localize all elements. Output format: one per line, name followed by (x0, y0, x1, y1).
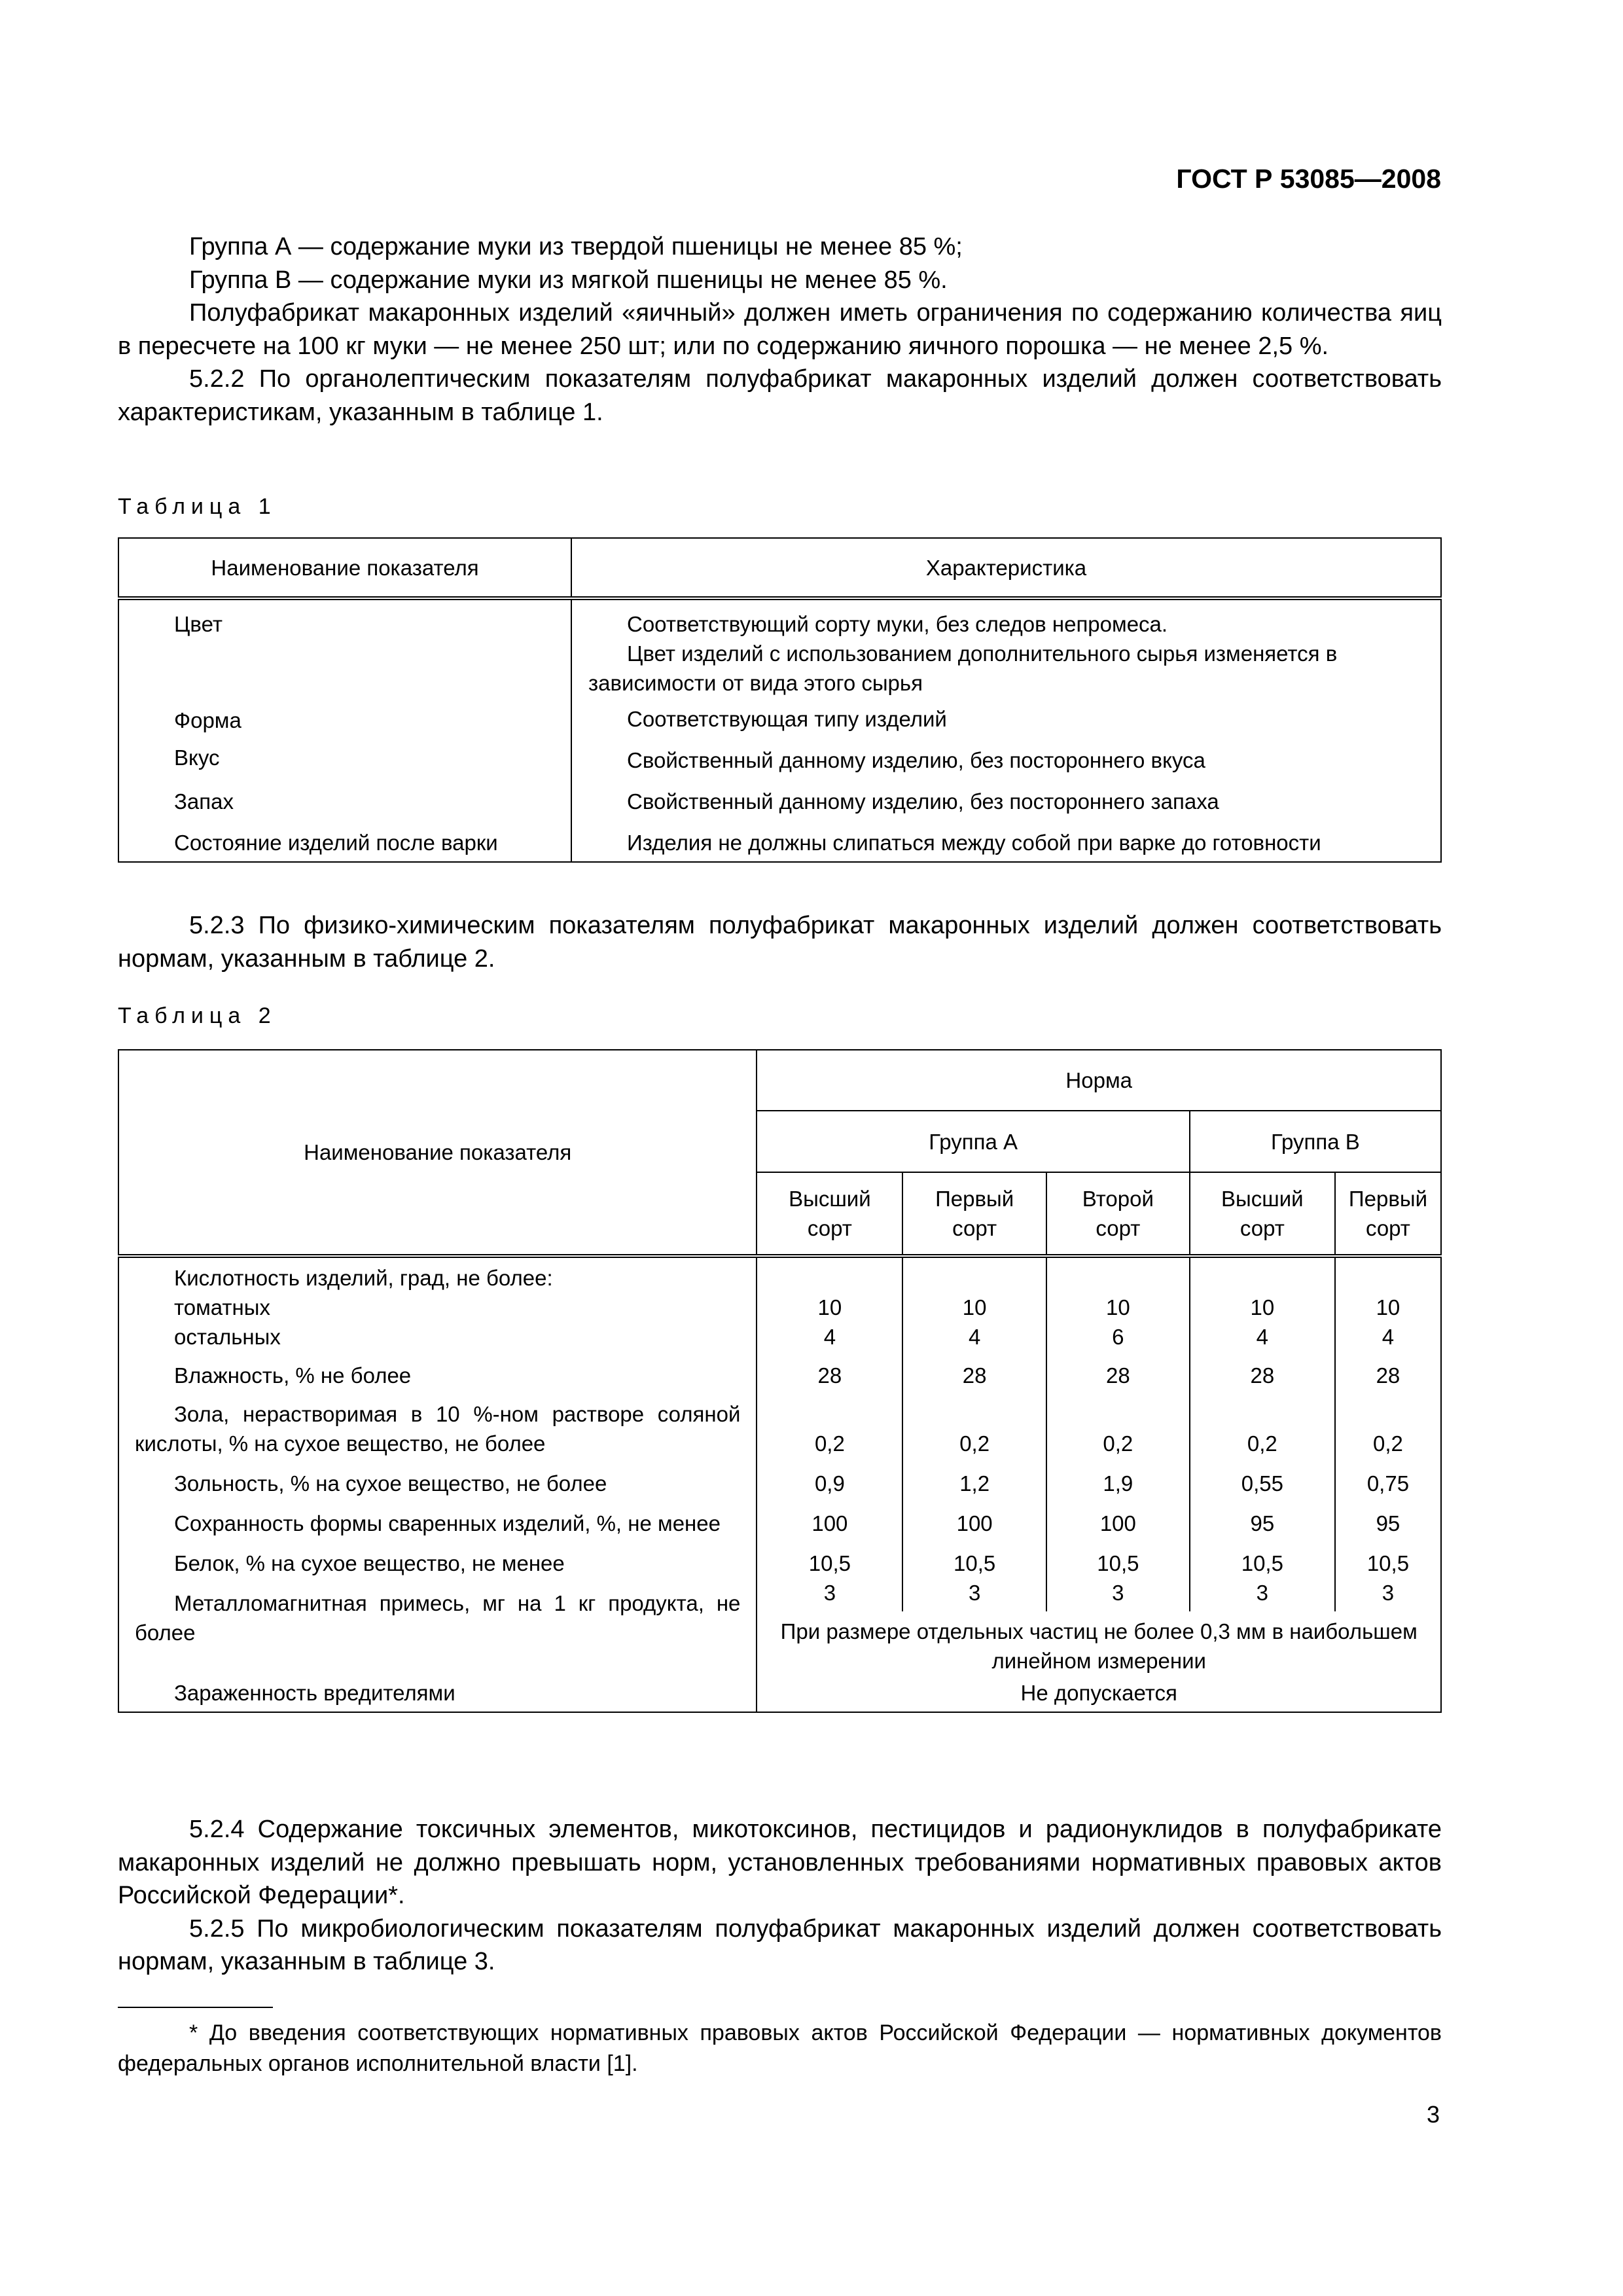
cell-value: 0,2 (757, 1390, 902, 1458)
cell-value: 0,2 (902, 1390, 1046, 1458)
paragraph: Группа В — содержание муки из мягкой пшеницы не менее 85 %. (189, 266, 948, 294)
cell-value: 0,2 (1046, 1390, 1190, 1458)
intro-text (118, 230, 1442, 429)
section-5-2-3 (118, 909, 1442, 975)
paragraph: 5.2.5 По микробиологическим показателям полуфабрикат макаронных изделий должен соответствовать нормам, указанным в таблице 3. (118, 1914, 1442, 1975)
table-row (118, 1498, 1441, 1538)
characteristic: Изделия не должны слипаться между собой при варке до готовности (627, 831, 1321, 855)
table-row (118, 735, 1441, 775)
cell-value: 10,5 (902, 1538, 1046, 1578)
closing-text (118, 1813, 1442, 1979)
sub-indicator: остальных (174, 1325, 281, 1349)
table-row (118, 816, 1441, 862)
indicator-name: Зола, нерастворимая в 10 %-ном растворе соляной кислоты, % на сухое вещество, не более (135, 1402, 741, 1456)
cell-value: 3 (902, 1578, 1046, 1611)
table2-caption: Таблица 2 (118, 1003, 277, 1028)
table-row (118, 1352, 1441, 1390)
cell-value: 3 (1335, 1578, 1441, 1611)
characteristic: Свойственный данному изделию, без постороннего запаха (627, 789, 1219, 814)
table-row (118, 1538, 1441, 1578)
page-number: 3 (1426, 2101, 1440, 2128)
column-header: Наименование показателя (118, 538, 571, 598)
group-b-header: Группа В (1190, 1111, 1441, 1172)
indicator-name: Состояние изделий после варки (118, 816, 571, 862)
grade-header: Первый сорт (902, 1172, 1046, 1256)
cell-value: 10 (1376, 1295, 1400, 1319)
cell-value: 28 (1190, 1352, 1335, 1390)
table-row (118, 1458, 1441, 1498)
cell-value: 0,55 (1190, 1458, 1335, 1498)
cell-value: 0,75 (1335, 1458, 1441, 1498)
cell-value: 0,2 (1335, 1390, 1441, 1458)
cell-value: 4 (823, 1325, 836, 1349)
footnote-text: * До введения соответствующих нормативных правовых актов Российской Федерации — нормативных документов федеральных органов исполнительной власти [1]. (118, 2020, 1442, 2076)
cell-value: 100 (1046, 1498, 1190, 1538)
table-row (118, 698, 1441, 735)
grade-header: Второй сорт (1046, 1172, 1190, 1256)
cell-value: 4 (1256, 1325, 1269, 1349)
cell-value: 1,9 (1046, 1458, 1190, 1498)
cell-value: 10 (962, 1295, 987, 1319)
paragraph: Группа А — содержание муки из твердой пшеницы не менее 85 %; (189, 233, 963, 260)
indicator-name: Зольность, % на сухое вещество, не более (174, 1471, 607, 1496)
cell-value: 28 (1046, 1352, 1190, 1390)
cell-value: 100 (757, 1498, 902, 1538)
cell-value: 28 (902, 1352, 1046, 1390)
cell-value: 95 (1190, 1498, 1335, 1538)
table-row (118, 1390, 1441, 1458)
characteristic: Свойственный данному изделию, без постороннего вкуса (627, 748, 1205, 772)
grade-header: Первый сорт (1335, 1172, 1441, 1256)
footnote (118, 2018, 1442, 2079)
cell-value: 3 (757, 1578, 902, 1611)
characteristic: Соответствующая типу изделий (627, 707, 947, 731)
cell-value: 4 (1382, 1325, 1395, 1349)
cell-value: 6 (1112, 1325, 1124, 1349)
column-header: Наименование показателя (118, 1050, 757, 1256)
indicator-name: Вкус (118, 735, 571, 775)
column-header: Характеристика (571, 538, 1441, 598)
cell-value: 10,5 (1046, 1538, 1190, 1578)
cell-value: 10,5 (1335, 1538, 1441, 1578)
indicator-name: Форма (118, 698, 571, 735)
characteristic: Цвет изделий с использованием дополнительного сырья изменяется в зависимости от вида этого сырья (588, 641, 1338, 695)
indicator-name: Зараженность вредителями (174, 1681, 455, 1705)
cell-value: Не допускается (757, 1676, 1441, 1712)
indicator-name: Влажность, % не более (174, 1363, 412, 1388)
table-row (118, 1578, 1441, 1611)
cell-value: 10,5 (757, 1538, 902, 1578)
indicator-name: Металломагнитная примесь, мг на 1 кг продукта, не более (135, 1591, 741, 1645)
sub-indicator: томатных (174, 1295, 270, 1319)
cell-value: 28 (757, 1352, 902, 1390)
grade-header: Высший сорт (1190, 1172, 1335, 1256)
norm-header: Норма (757, 1050, 1441, 1111)
cell-value: 10,5 (1190, 1538, 1335, 1578)
table-row (118, 1676, 1441, 1712)
table2 (118, 1049, 1442, 1713)
characteristic: Соответствующий сорту муки, без следов непромеса. (627, 612, 1168, 636)
indicator-name: Запах (118, 775, 571, 816)
cell-value: 1,2 (902, 1458, 1046, 1498)
footnote-divider (118, 2007, 273, 2008)
paragraph: 5.2.3 По физико-химическим показателям полуфабрикат макаронных изделий должен соответствовать нормам, указанным в таблице 2. (118, 912, 1442, 973)
table-row (118, 1256, 1441, 1352)
cell-value: 10 (817, 1295, 842, 1319)
table1 (118, 537, 1442, 863)
cell-value: 28 (1335, 1352, 1441, 1390)
indicator-name: Кислотность изделий, град, не более: (174, 1266, 553, 1290)
cell-value: 0,9 (757, 1458, 902, 1498)
paragraph: 5.2.4 Содержание токсичных элементов, микотоксинов, пестицидов и радионуклидов в полуфабрикате макаронных изделий не должно превышать норм, установленных требованиями нормативных правовых актов Российской Федерации*. (118, 1816, 1442, 1909)
indicator-name: Цвет (118, 598, 571, 698)
particle-size-note: При размере отдельных частиц не более 0,3 мм в наибольшем линейном измерении (757, 1611, 1441, 1676)
table1-caption: Таблица 1 (118, 494, 277, 519)
cell-value: 100 (902, 1498, 1046, 1538)
document-id: ГОСТ Р 53085—2008 (1176, 164, 1441, 194)
paragraph: Полуфабрикат макаронных изделий «яичный» должен иметь ограничения по содержанию количества яиц в пересчете на 100 кг муки — не менее 250 шт; или по содержанию яичного порошка — не менее 2,5 %. (118, 299, 1442, 360)
cell-value: 3 (1046, 1578, 1190, 1611)
grade-header: Высший сорт (757, 1172, 902, 1256)
cell-value: 0,2 (1190, 1390, 1335, 1458)
group-a-header: Группа А (757, 1111, 1189, 1172)
paragraph: 5.2.2 По органолептическим показателям полуфабрикат макаронных изделий должен соответствовать характеристикам, указанным в таблице 1. (118, 365, 1442, 426)
cell-value: 4 (968, 1325, 981, 1349)
cell-value: 3 (1190, 1578, 1335, 1611)
table-row (118, 775, 1441, 816)
cell-value: 10 (1250, 1295, 1275, 1319)
cell-value: 95 (1335, 1498, 1441, 1538)
cell-value: 10 (1105, 1295, 1130, 1319)
indicator-name: Сохранность формы сваренных изделий, %, не менее (174, 1511, 721, 1535)
table-header-row (118, 538, 1441, 598)
indicator-name: Белок, % на сухое вещество, не менее (174, 1551, 565, 1575)
table-row (118, 598, 1441, 698)
